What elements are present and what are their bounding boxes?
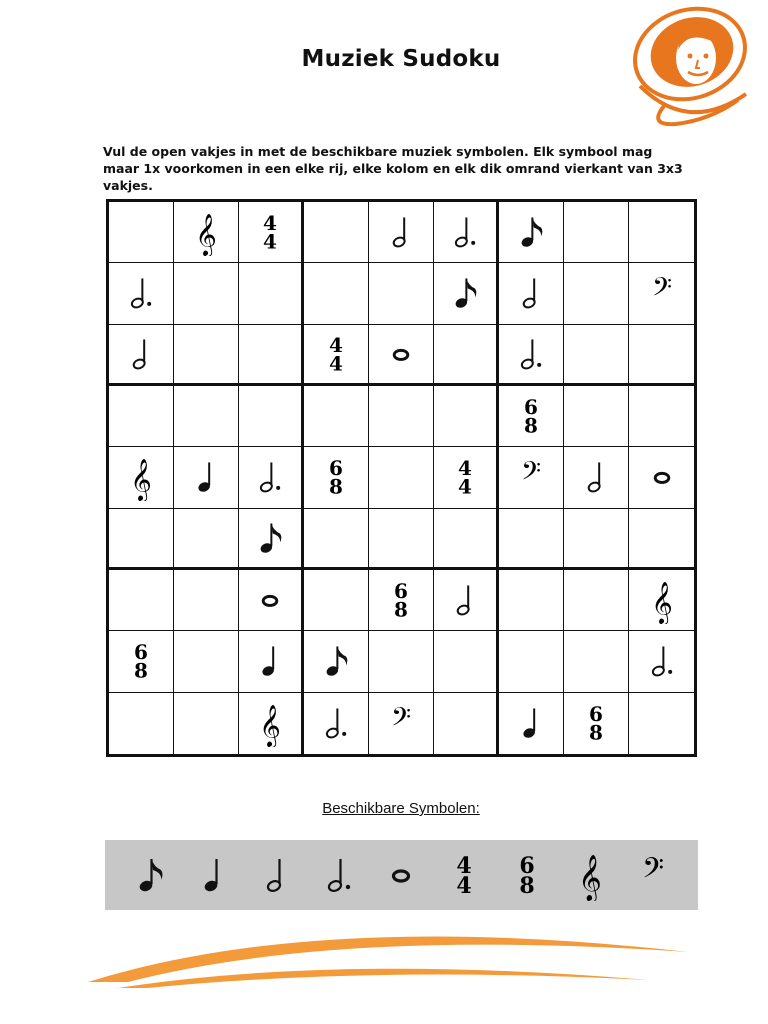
- sudoku-cell-given: [304, 447, 369, 508]
- sudoku-cell-empty[interactable]: [174, 386, 239, 447]
- svg-text:8: 8: [134, 658, 148, 683]
- sudoku-cell-empty[interactable]: [109, 693, 174, 754]
- svg-text:𝄞: 𝄞: [577, 855, 602, 901]
- time-4-4-icon: [445, 453, 485, 501]
- sudoku-cell-empty[interactable]: [109, 509, 174, 570]
- sudoku-cell-given: [174, 447, 239, 508]
- sudoku-cell-empty[interactable]: [629, 693, 694, 754]
- palette-item[interactable]: [501, 843, 553, 907]
- sudoku-cell-given: [629, 447, 694, 508]
- sudoku-cell-given: [499, 386, 564, 447]
- eighth-note-icon: [316, 637, 356, 685]
- dotted-half-note-icon: [642, 637, 682, 685]
- sudoku-cell-empty[interactable]: [499, 631, 564, 692]
- sudoku-cell-empty[interactable]: [629, 202, 694, 263]
- whole-note-icon: [250, 576, 290, 624]
- svg-text:4: 4: [456, 853, 472, 879]
- sudoku-cell-given: [174, 202, 239, 263]
- svg-text:𝄢: 𝄢: [641, 852, 664, 892]
- sudoku-cell-empty[interactable]: [369, 509, 434, 570]
- dotted-half-note-icon: [445, 208, 485, 256]
- sudoku-cell-empty[interactable]: [434, 509, 499, 570]
- sudoku-cell-empty[interactable]: [239, 263, 304, 324]
- sudoku-cell-given: [239, 202, 304, 263]
- sudoku-cell-empty[interactable]: [304, 386, 369, 447]
- sudoku-cell-given: [304, 325, 369, 386]
- svg-text:𝄞: 𝄞: [259, 703, 281, 747]
- palette-item[interactable]: [438, 843, 490, 907]
- svg-text:8: 8: [329, 474, 343, 499]
- half-note-icon: [121, 330, 161, 378]
- half-note-icon: [445, 576, 485, 624]
- sudoku-grid: [106, 199, 697, 757]
- palette-item[interactable]: [375, 843, 427, 907]
- sudoku-cell-given: [369, 325, 434, 386]
- symbols-heading: Beschikbare Symbolen:: [322, 800, 480, 817]
- bass-clef-icon: [631, 849, 675, 901]
- time-6-8-icon: [381, 576, 421, 624]
- sudoku-cell-empty[interactable]: [174, 570, 239, 631]
- sudoku-cell-empty[interactable]: [434, 386, 499, 447]
- half-note-icon: [511, 269, 551, 317]
- sudoku-cell-empty[interactable]: [304, 570, 369, 631]
- sudoku-cell-empty[interactable]: [434, 325, 499, 386]
- sudoku-cell-empty[interactable]: [629, 325, 694, 386]
- dotted-half-note-icon: [250, 453, 290, 501]
- sudoku-cell-empty[interactable]: [239, 325, 304, 386]
- bass-clef-icon: [642, 269, 682, 317]
- sudoku-cell-empty[interactable]: [564, 263, 629, 324]
- svg-text:𝄞: 𝄞: [130, 458, 152, 502]
- sudoku-cell-empty[interactable]: [499, 509, 564, 570]
- quarter-note-icon: [186, 453, 226, 501]
- sudoku-cell-empty[interactable]: [564, 386, 629, 447]
- svg-text:4: 4: [456, 873, 472, 899]
- sudoku-cell-given: [109, 263, 174, 324]
- treble-clef-icon: [121, 453, 161, 501]
- sudoku-cell-given: [109, 325, 174, 386]
- time-4-4-icon: [316, 330, 356, 378]
- sudoku-cell-empty[interactable]: [564, 631, 629, 692]
- sudoku-cell-given: [499, 693, 564, 754]
- svg-text:8: 8: [589, 720, 603, 745]
- quarter-note-icon: [511, 699, 551, 747]
- palette-item[interactable]: [250, 843, 302, 907]
- svg-text:4: 4: [458, 456, 472, 481]
- svg-text:6: 6: [589, 702, 603, 727]
- sudoku-cell-given: [239, 447, 304, 508]
- sudoku-cell-empty[interactable]: [304, 202, 369, 263]
- sudoku-cell-empty[interactable]: [174, 631, 239, 692]
- svg-text:4: 4: [329, 332, 343, 357]
- sudoku-cell-empty[interactable]: [629, 509, 694, 570]
- sudoku-cell-given: [434, 202, 499, 263]
- sudoku-cell-empty[interactable]: [434, 693, 499, 754]
- time-6-8-icon: [316, 453, 356, 501]
- svg-text:𝄞: 𝄞: [650, 580, 673, 624]
- time-4-4-icon: [250, 208, 290, 256]
- sudoku-cell-given: [239, 693, 304, 754]
- time-6-8-icon: [121, 637, 161, 685]
- svg-text:6: 6: [524, 395, 538, 420]
- sudoku-cell-given: [499, 202, 564, 263]
- dotted-half-note-icon: [316, 699, 356, 747]
- symbols-palette: [105, 840, 698, 910]
- dotted-half-note-icon: [511, 330, 551, 378]
- sudoku-cell-given: [629, 263, 694, 324]
- sudoku-cell-empty[interactable]: [564, 325, 629, 386]
- instructions-text: Vul de open vakjes in met de beschikbare muziek symbolen. Elk symbool mag maar 1x voorkomen in een elke rij, elke kolom en elk dik omrand vierkant van 3x3 vakjes.: [103, 144, 683, 193]
- sudoku-cell-empty[interactable]: [564, 509, 629, 570]
- sudoku-cell-given: [629, 570, 694, 631]
- sudoku-cell-given: [434, 447, 499, 508]
- sudoku-cell-empty[interactable]: [304, 509, 369, 570]
- sudoku-cell-given: [434, 263, 499, 324]
- svg-text:8: 8: [524, 413, 538, 438]
- sudoku-cell-given: [499, 263, 564, 324]
- palette-item[interactable]: [124, 843, 176, 907]
- sudoku-cell-empty[interactable]: [564, 570, 629, 631]
- quarter-note-icon: [250, 637, 290, 685]
- sudoku-cell-empty[interactable]: [304, 263, 369, 324]
- eighth-note-icon: [250, 514, 290, 562]
- sudoku-cell-empty[interactable]: [109, 202, 174, 263]
- sudoku-cell-given: [369, 693, 434, 754]
- time-6-8-icon: [511, 392, 551, 440]
- palette-item[interactable]: [187, 843, 239, 907]
- sudoku-cell-empty[interactable]: [629, 386, 694, 447]
- sudoku-cell-empty[interactable]: [109, 386, 174, 447]
- sudoku-cell-given: [499, 447, 564, 508]
- sudoku-cell-empty[interactable]: [369, 386, 434, 447]
- svg-text:4: 4: [263, 229, 277, 254]
- sudoku-cell-empty[interactable]: [564, 202, 629, 263]
- sudoku-cell-given: [109, 631, 174, 692]
- treble-clef-icon: [250, 699, 290, 747]
- eighth-note-icon: [445, 269, 485, 317]
- sudoku-cell-given: [499, 325, 564, 386]
- sudoku-cell-empty[interactable]: [109, 570, 174, 631]
- bass-clef-icon: [511, 453, 551, 501]
- sudoku-cell-given: [629, 631, 694, 692]
- svg-text:𝄢: 𝄢: [391, 702, 411, 739]
- eighth-note-icon: [511, 208, 551, 256]
- svg-text:6: 6: [329, 456, 343, 481]
- sudoku-cell-given: [369, 570, 434, 631]
- sudoku-cell-given: [564, 447, 629, 508]
- sudoku-cell-empty[interactable]: [174, 693, 239, 754]
- treble-clef-icon: [186, 208, 226, 256]
- dotted-half-note-icon: [317, 849, 361, 901]
- sudoku-cell-given: [369, 202, 434, 263]
- palette-item[interactable]: [313, 843, 365, 907]
- svg-text:6: 6: [519, 853, 535, 879]
- svg-text:𝄢: 𝄢: [651, 272, 672, 309]
- sudoku-cell-empty[interactable]: [239, 386, 304, 447]
- sudoku-cell-given: [239, 509, 304, 570]
- svg-text:6: 6: [134, 640, 148, 665]
- sudoku-cell-empty[interactable]: [434, 631, 499, 692]
- svg-text:4: 4: [329, 351, 343, 376]
- page-title: Muziek Sudoku: [301, 46, 501, 72]
- sudoku-cell-given: [304, 693, 369, 754]
- svg-text:4: 4: [263, 211, 277, 236]
- sudoku-cell-given: [304, 631, 369, 692]
- whole-note-icon: [642, 453, 682, 501]
- palette-item[interactable]: [564, 843, 616, 907]
- time-6-8-icon: [576, 699, 616, 747]
- dotted-half-note-icon: [121, 269, 161, 317]
- whole-note-icon: [381, 330, 421, 378]
- quarter-note-icon: [191, 849, 235, 901]
- svg-text:𝄞: 𝄞: [195, 212, 217, 256]
- time-6-8-icon: [505, 849, 549, 901]
- sudoku-cell-empty[interactable]: [174, 509, 239, 570]
- svg-text:6: 6: [394, 579, 408, 604]
- eighth-note-icon: [128, 849, 172, 901]
- bass-clef-icon: [381, 699, 421, 747]
- svg-text:4: 4: [458, 474, 472, 499]
- sudoku-cell-empty[interactable]: [369, 631, 434, 692]
- half-note-icon: [576, 453, 616, 501]
- sudoku-cell-given: [239, 570, 304, 631]
- sudoku-cell-given: [564, 693, 629, 754]
- half-note-icon: [254, 849, 298, 901]
- svg-text:𝄢: 𝄢: [521, 456, 541, 493]
- sudoku-cell-empty[interactable]: [174, 263, 239, 324]
- sudoku-cell-given: [434, 570, 499, 631]
- sudoku-cell-empty[interactable]: [369, 263, 434, 324]
- treble-clef-icon: [568, 849, 612, 901]
- sudoku-cell-given: [239, 631, 304, 692]
- svg-text:8: 8: [394, 597, 408, 622]
- whole-note-icon: [379, 849, 423, 901]
- sudoku-cell-empty[interactable]: [499, 570, 564, 631]
- orange-swoosh: [88, 918, 688, 988]
- svg-text:8: 8: [519, 873, 535, 899]
- treble-clef-icon: [642, 576, 682, 624]
- half-note-icon: [381, 208, 421, 256]
- sudoku-cell-given: [109, 447, 174, 508]
- sudoku-cell-empty[interactable]: [369, 447, 434, 508]
- palette-item[interactable]: [627, 843, 679, 907]
- time-4-4-icon: [442, 849, 486, 901]
- sudoku-cell-empty[interactable]: [174, 325, 239, 386]
